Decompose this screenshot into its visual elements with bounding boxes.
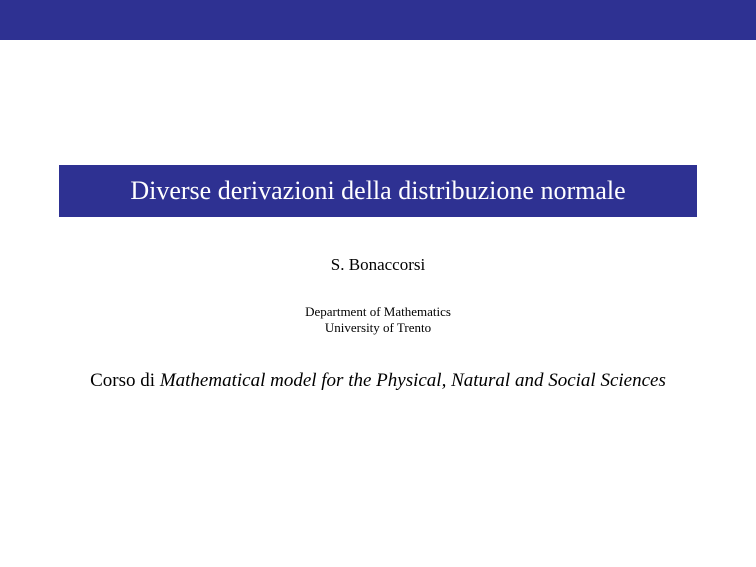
department-name: Department of Mathematics <box>305 304 451 319</box>
slide-title: Diverse derivazioni della distribuzione normale <box>130 176 626 205</box>
course-line <box>90 368 666 393</box>
course-name: Mathematical model for the Physical, Natural and Social Sciences <box>159 370 666 391</box>
course-prefix: Corso di <box>90 370 160 391</box>
header-bar <box>0 0 756 40</box>
university-name: University of Trento <box>324 320 432 335</box>
title-box <box>59 165 697 217</box>
author-name: S. Bonaccorsi <box>330 255 426 274</box>
institute <box>0 304 756 336</box>
